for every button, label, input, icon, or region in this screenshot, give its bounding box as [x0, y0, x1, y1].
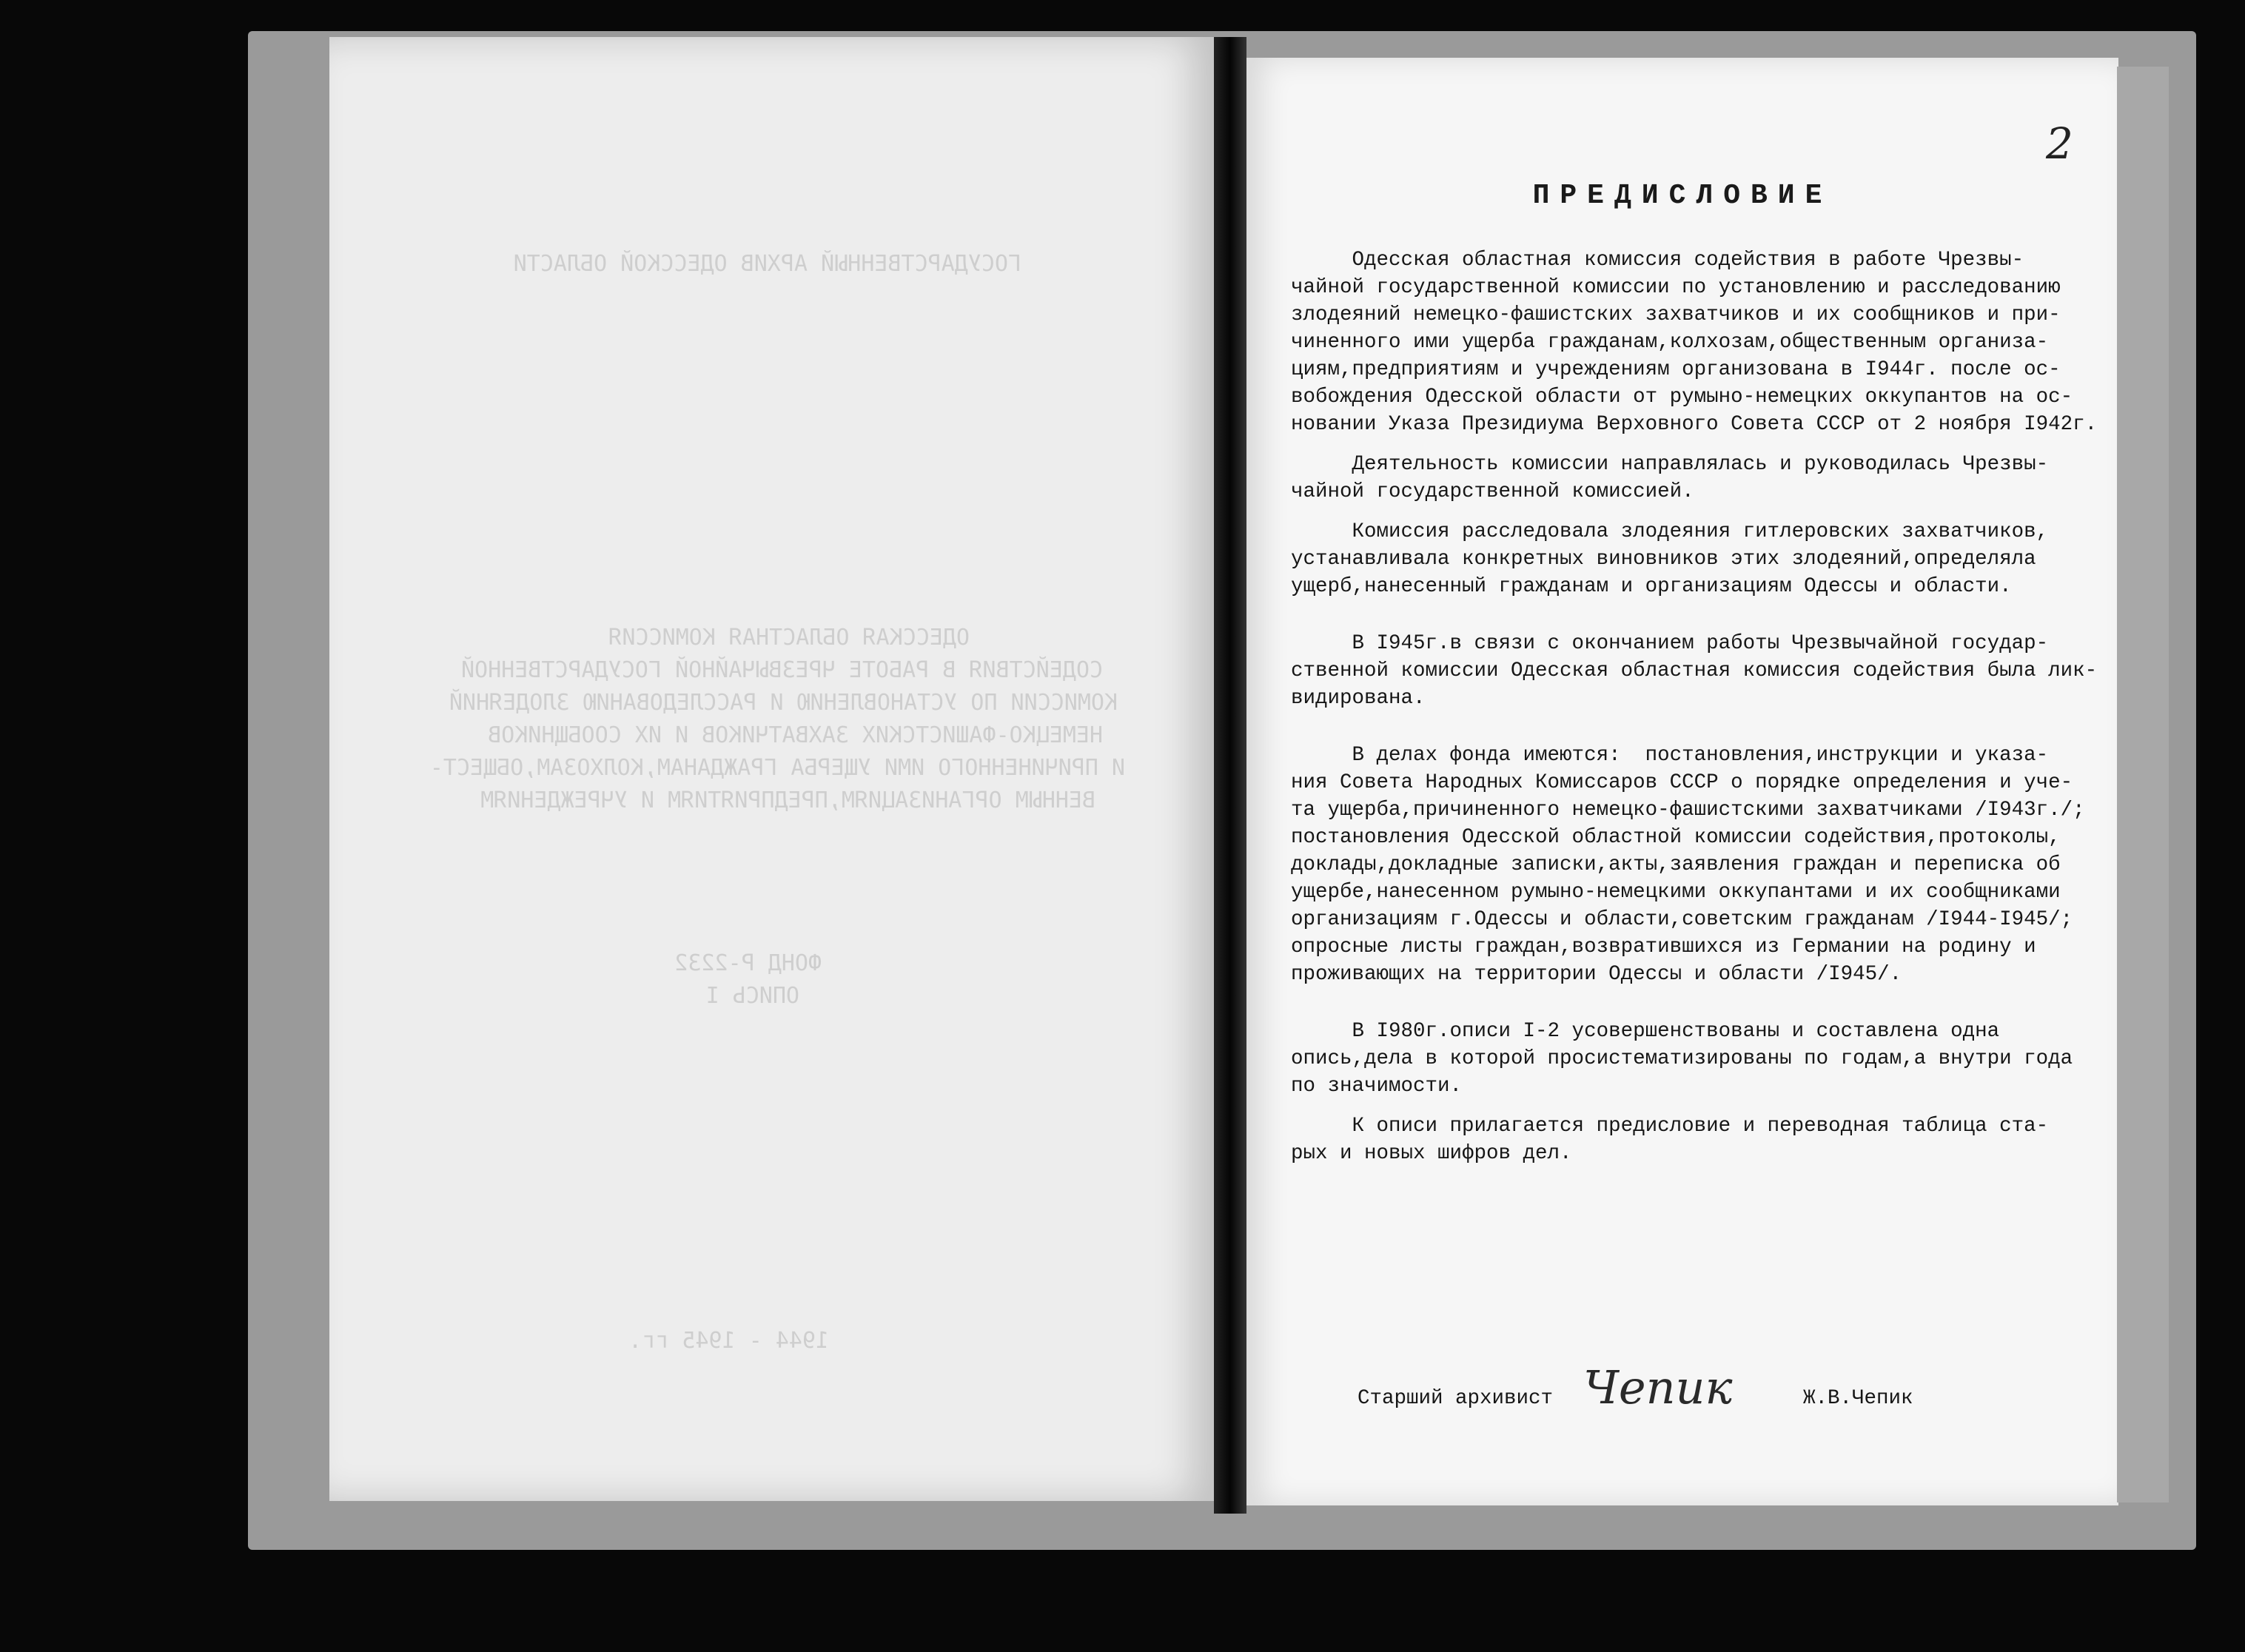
handwritten-signature: Чепик: [1583, 1360, 1733, 1414]
text-line: устанавливала конкретных виновников этих злодеяний,определяла: [1291, 548, 2036, 571]
bleed-line: 1944 - 1945 гг.: [628, 1328, 829, 1354]
text-line: постановления Одесской областной комиссии содействия,протоколы,: [1291, 826, 2061, 849]
cover-edge: [2117, 67, 2169, 1502]
text-line: Одесская областная комиссия содействия в работе Чрезвы-: [1291, 249, 2024, 272]
text-line: ущерб,нанесенный гражданам и организациям Одессы и области.: [1291, 575, 2012, 598]
text-line: ущербе,нанесенном румыно-немецкими оккупантами и их сообщниками: [1291, 881, 2061, 904]
signatory-name: Ж.В.Чепик: [1803, 1387, 1913, 1410]
text-line: К описи прилагается предисловие и переводная таблица ста-: [1291, 1115, 2049, 1138]
text-line: проживающих на территории Одессы и области /I945/.: [1291, 963, 1902, 986]
preface-body: [1291, 246, 2113, 1180]
text-line: чайной государственной комиссии по установлению и расследованию: [1291, 276, 2061, 299]
paragraph: [1291, 518, 2113, 600]
signatory-position: Старший архивист: [1358, 1387, 1554, 1410]
right-page: [1246, 58, 2118, 1505]
page-number: 2: [2046, 118, 2073, 169]
book-gutter: [1214, 37, 1246, 1514]
text-line: чиненного ими ущерба гражданам,колхозам,общественным организа-: [1291, 331, 2049, 354]
text-line: вобождения Одесской области от румыно-немецких оккупантов на ос-: [1291, 386, 2073, 409]
text-line: Деятельность комиссии направлялась и руководилась Чрезвы-: [1291, 453, 2049, 476]
bleed-line: ВЕННЫМ ОРГАНИЗАЦИЯМ,ПРЕДПРИЯТИЯМ И УЧРЕЖДЕНИЯМ: [480, 788, 1095, 813]
text-line: рых и новых шифров дел.: [1291, 1142, 1572, 1165]
text-line: опись,дела в которой просистематизированы по годам,а внутри года: [1291, 1047, 2073, 1070]
text-line: видирована.: [1291, 687, 1426, 710]
text-line: В I980г.описи I-2 усовершенствованы и составлена одна: [1291, 1020, 2000, 1043]
paragraph: [1291, 1112, 2113, 1167]
left-page-reverse: [329, 37, 1214, 1501]
bleed-line: ФОНД Р-2232: [674, 950, 822, 976]
text-line: ния Совета Народных Комиссаров СССР о порядке определения и уче-: [1291, 771, 2073, 794]
bleed-line: ОДЕССКАЯ ОБЛАСТНАЯ КОМИССИЯ: [608, 625, 970, 651]
paragraph: [1291, 451, 2113, 506]
paragraph: [1291, 1018, 2113, 1100]
text-line: циям,предприятиям и учреждениям организована в I944г. после ос-: [1291, 358, 2061, 381]
text-line: злодеяний немецко-фашистских захватчиков и их сообщников и при-: [1291, 303, 2061, 326]
bleed-line: НЕМЕЦКО-ФАШИСТСКИХ ЗАХВАТЧИКОВ И ИХ СООБЩНИКОВ: [488, 722, 1103, 748]
text-line: В I945г.в связи с окончанием работы Чрезвычайной государ-: [1291, 632, 2049, 655]
text-line: новании Указа Президиума Верховного Совета СССР от 2 ноября I942г.: [1291, 413, 2098, 436]
signature-block: [1246, 1360, 2118, 1427]
page-title: ПРЕДИСЛОВИЕ: [1532, 180, 1833, 212]
text-line: Комиссия расследовала злодеяния гитлеровских захватчиков,: [1291, 520, 2049, 543]
paragraph: [1291, 246, 2113, 438]
text-line: ственной комиссии Одесская областная комиссия содействия была лик-: [1291, 659, 2098, 682]
bleed-line: СОДЕЙСТВИЯ В РАБОТЕ ЧРЕЗВЫЧАЙНОЙ ГОСУДАРСТВЕННОЙ: [461, 657, 1103, 683]
text-line: по значимости.: [1291, 1075, 1463, 1098]
text-line: та ущерба,причиненного немецко-фашистскими захватчиками /I943г./;: [1291, 799, 2085, 822]
paragraph: [1291, 742, 2113, 988]
bleed-line: КОМИССИИ ПО УСТАНОВЛЕНИЮ И РАССЛЕДОВАНИЮ ЗЛОДЕЯНИЙ: [449, 690, 1118, 716]
text-line: опросные листы граждан,возвратившихся из Германии на родину и: [1291, 936, 2036, 958]
paragraph: [1291, 630, 2113, 712]
bleed-line: И ПРИЧИНЕННОГО ИМИ УЩЕРБА ГРАЖДАНАМ,КОЛХОЗАМ,ОБЩЕСТ-: [429, 755, 1125, 781]
bleed-line: ГОСУДАРСТВЕННЫЙ АРХИВ ОДЕССКОЙ ОБЛАСТИ: [513, 251, 1021, 277]
text-line: чайной государственной комиссией.: [1291, 480, 1694, 503]
text-line: В делах фонда имеются: постановления,инструкции и указа-: [1291, 744, 2049, 767]
text-line: организациям г.Одессы и области,советским гражданам /I944-I945/;: [1291, 908, 2073, 931]
bleed-through-text: [329, 37, 1214, 1501]
text-line: доклады,докладные записки,акты,заявления граждан и переписка об: [1291, 853, 2061, 876]
bleed-line: ОПИСЬ I: [705, 983, 799, 1009]
